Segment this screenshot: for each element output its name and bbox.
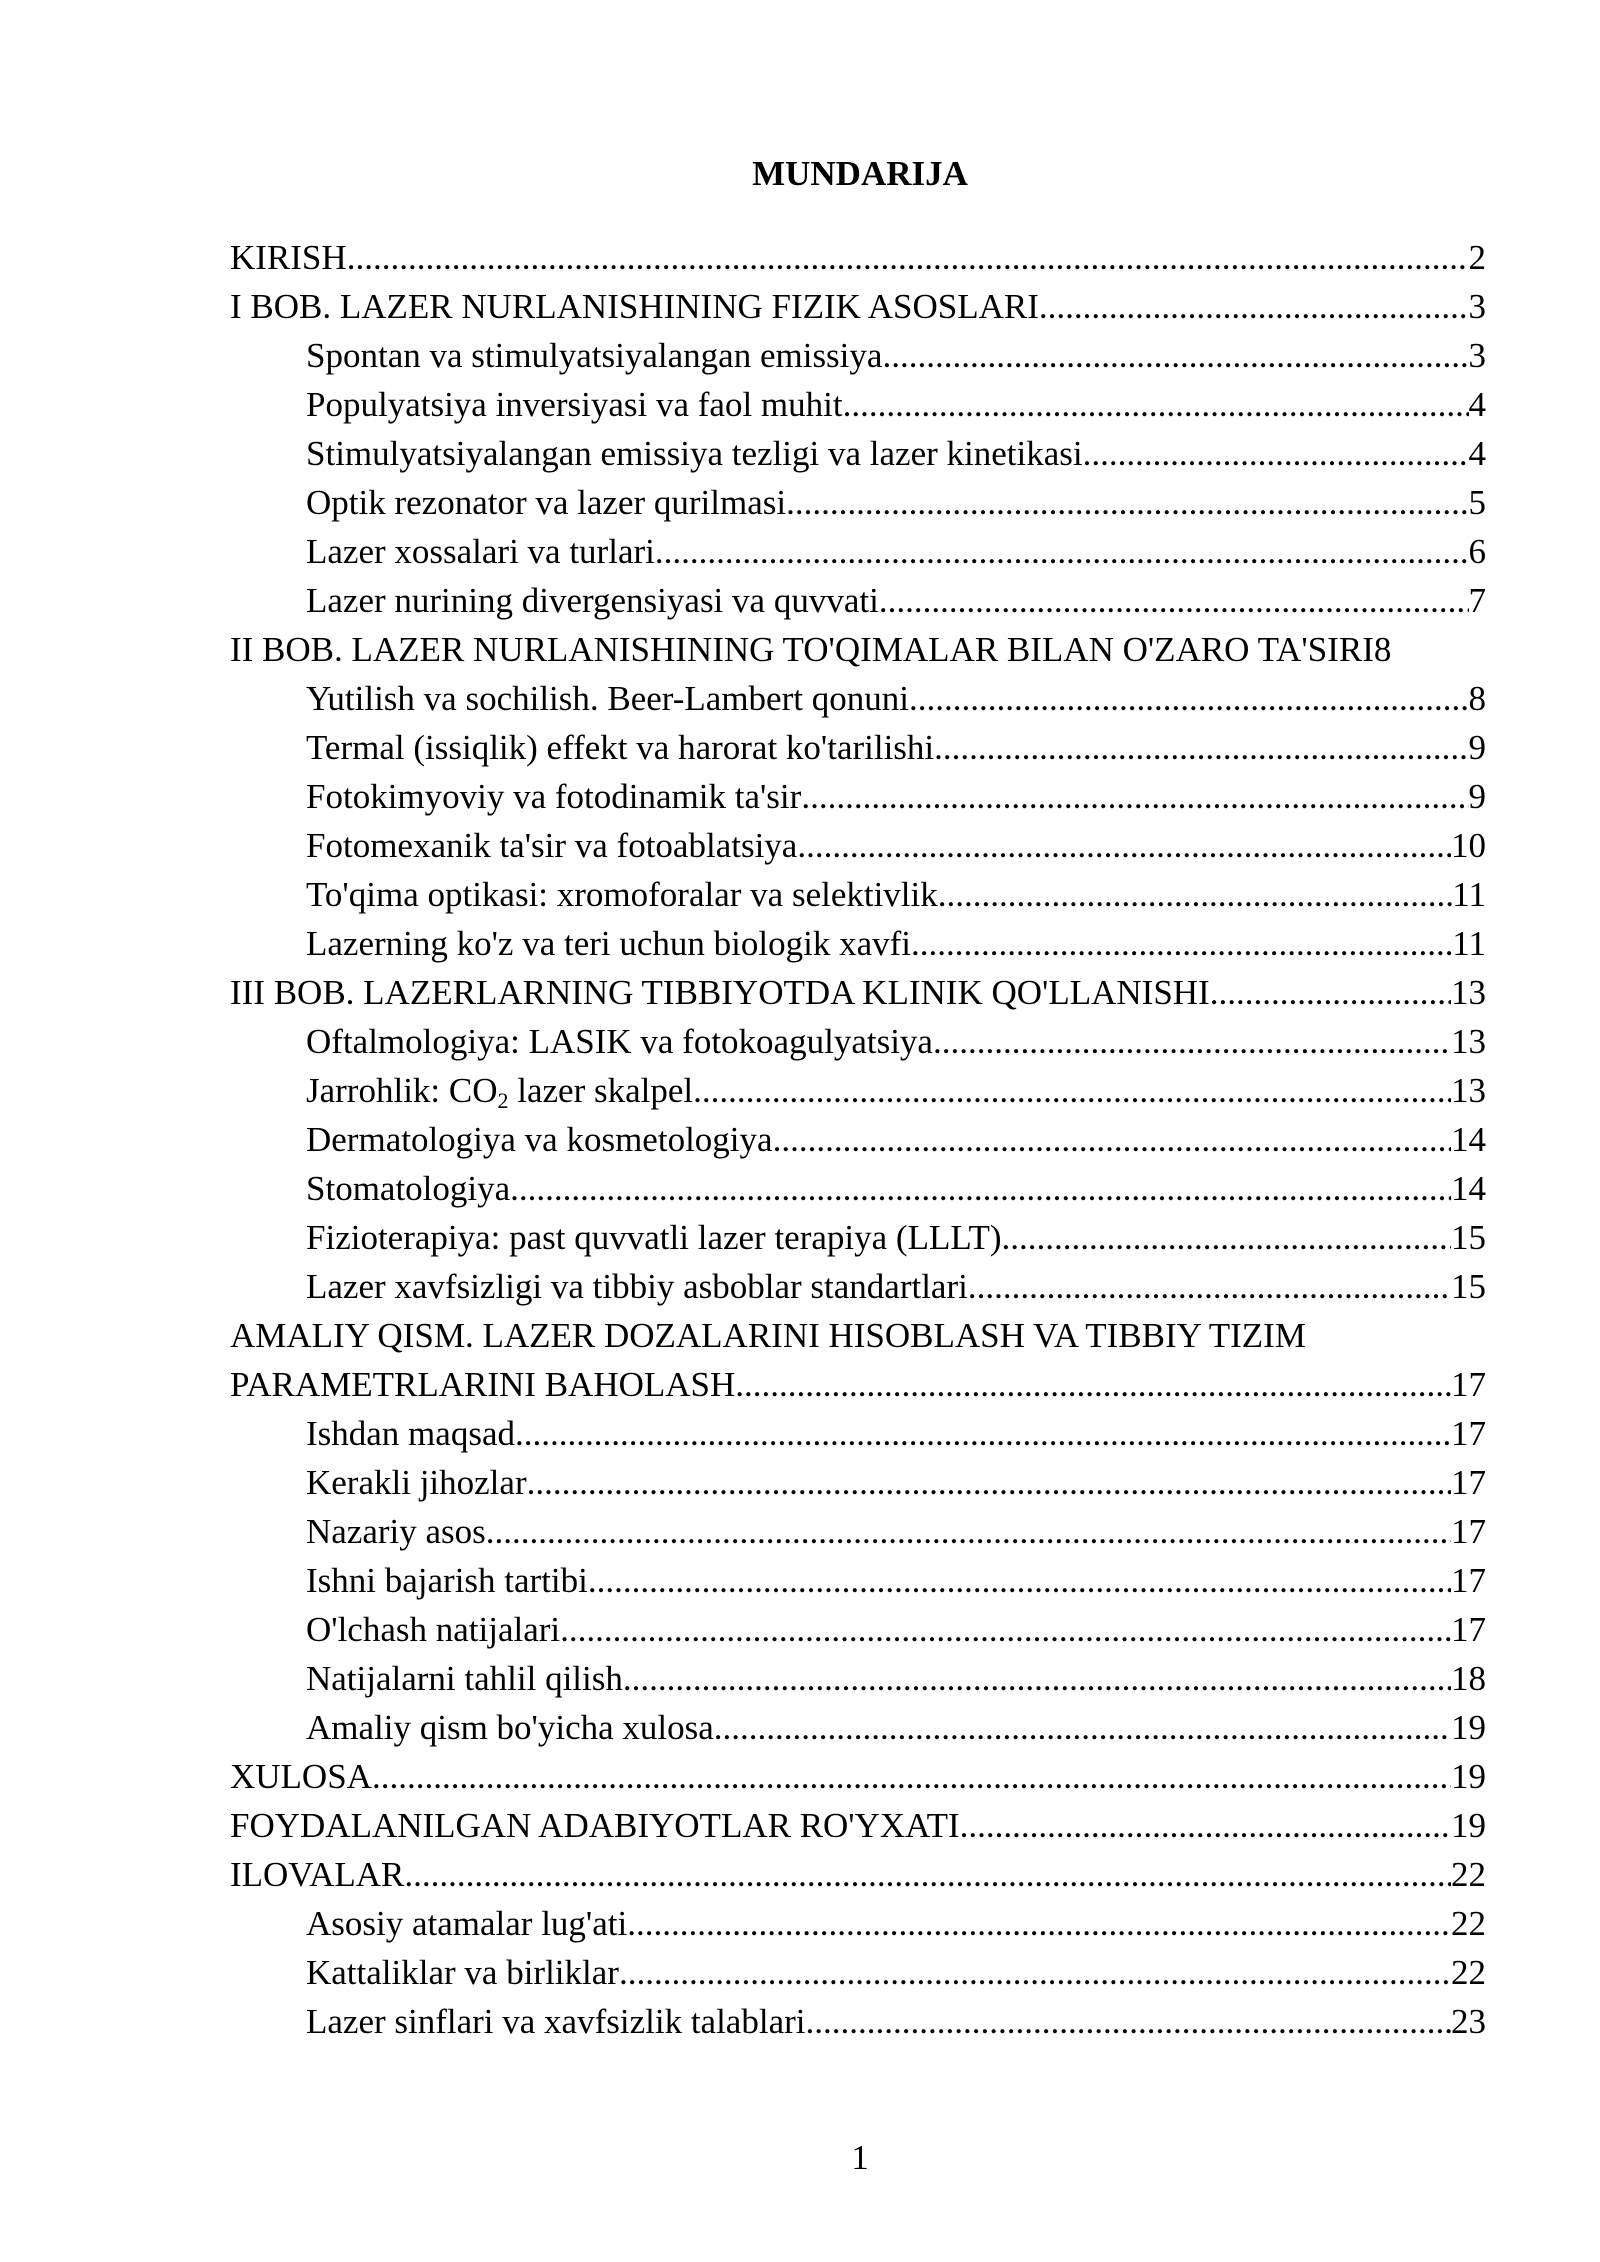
toc-page-number: 23: [1451, 2002, 1486, 2041]
toc-entry-title: Dermatologiya va kosmetologiya: [306, 1120, 773, 1159]
toc-subentry[interactable]: [230, 1262, 1486, 1311]
toc-leader-dots: [960, 1801, 1451, 1850]
toc-entry-title: Optik rezonator va lazer qurilmasi: [306, 483, 787, 522]
toc-entry-title: Amaliy qism bo'yicha xulosa: [306, 1708, 714, 1747]
toc-entry-title: Nazariy asos: [306, 1512, 486, 1551]
toc-entry-title: XULOSA: [230, 1757, 372, 1796]
toc-subentry[interactable]: [230, 1409, 1486, 1458]
toc-entry-title: To'qima optikasi: xromoforalar va selektivlik: [306, 875, 938, 914]
toc-entry-chapter-3[interactable]: [230, 968, 1486, 1017]
toc-leader-dots: [773, 1115, 1451, 1164]
toc-entry-title: Yutilish va sochilish. Beer-Lambert qonuni: [306, 679, 909, 718]
toc-page-number: 9: [1468, 777, 1486, 816]
toc-title-part: lazer skalpel: [508, 1071, 694, 1110]
toc-page-number: 22: [1451, 1953, 1486, 1992]
toc-leader-dots: [655, 527, 1469, 576]
toc-subentry[interactable]: [230, 674, 1486, 723]
toc-page-number: 8: [1468, 679, 1486, 718]
toc-subentry[interactable]: [230, 380, 1486, 429]
toc-leader-dots: [627, 1899, 1451, 1948]
toc-entry-title: O'lchash natijalari: [306, 1610, 561, 1649]
toc-leader-dots: [515, 1409, 1451, 1458]
toc-leader-dots: [786, 478, 1468, 527]
toc-entry-title: ILOVALAR: [230, 1855, 405, 1894]
toc-entry-title: Stimulyatsiyalangan emissiya tezligi va lazer kinetikasi: [306, 434, 1083, 473]
toc-title-part: Jarrohlik: CO: [306, 1071, 498, 1110]
toc-leader-dots: [909, 674, 1469, 723]
toc-subentry[interactable]: [230, 429, 1486, 478]
toc-leader-dots: [843, 380, 1469, 429]
toc-leader-dots: [735, 1360, 1451, 1409]
toc-subentry[interactable]: [230, 870, 1486, 919]
toc-page-number: 2: [1468, 238, 1486, 277]
toc-subentry[interactable]: [230, 1948, 1486, 1997]
toc-page-number: 14: [1451, 1169, 1486, 1208]
toc-entry-kirish[interactable]: [230, 233, 1486, 282]
toc-leader-dots: [933, 1017, 1451, 1066]
toc-entry-references[interactable]: [230, 1801, 1486, 1850]
subscript-2: 2: [497, 1088, 509, 1113]
toc-page-number: 15: [1451, 1218, 1486, 1257]
toc-page-number: 19: [1451, 1708, 1486, 1747]
toc-subentry[interactable]: [230, 1703, 1486, 1752]
page-number: 1: [851, 2138, 869, 2177]
toc-subentry[interactable]: [230, 1115, 1486, 1164]
toc-leader-dots: [801, 772, 1468, 821]
toc-page-number: 7: [1468, 581, 1486, 620]
toc-leader-dots: [934, 723, 1468, 772]
toc-page-number: 5: [1468, 483, 1486, 522]
toc-page-number: 6: [1468, 532, 1486, 571]
toc-leader-dots: [1039, 282, 1469, 331]
toc-subentry[interactable]: [230, 478, 1486, 527]
toc-leader-dots: [588, 1556, 1451, 1605]
toc-entry-title: Fotomexanik ta'sir va fotoablatsiya: [306, 826, 798, 865]
toc-subentry[interactable]: [230, 331, 1486, 380]
toc-subentry[interactable]: [230, 527, 1486, 576]
toc-page-number: 17: [1451, 1365, 1486, 1404]
toc-subentry[interactable]: [230, 919, 1486, 968]
toc-leader-dots: [1210, 968, 1451, 1017]
toc-subentry[interactable]: [230, 1556, 1486, 1605]
toc-leader-dots: [486, 1507, 1451, 1556]
toc-subentry[interactable]: [230, 1213, 1486, 1262]
toc-subentry[interactable]: [230, 723, 1486, 772]
toc-page-number: 3: [1468, 287, 1486, 326]
toc-entry-title: I BOB. LAZER NURLANISHINING FIZIK ASOSLARI: [230, 287, 1039, 326]
toc-entry-title: Fotokimyoviy va fotodinamik ta'sir: [306, 777, 802, 816]
toc-subentry[interactable]: [230, 576, 1486, 625]
toc-entry-title: Natijalarni tahlil qilish: [306, 1659, 623, 1698]
toc-page-number: 11: [1452, 924, 1486, 963]
toc-leader-dots: [347, 233, 1469, 282]
toc-leader-dots: [911, 919, 1452, 968]
toc-page-number: 13: [1451, 973, 1486, 1012]
toc-leader-dots: [1002, 1213, 1451, 1262]
toc-page-number: 4: [1468, 385, 1486, 424]
toc-page-number: 9: [1468, 728, 1486, 767]
toc-leader-dots: [1083, 429, 1469, 478]
toc-leader-dots: [968, 1262, 1451, 1311]
toc-page-number: 11: [1452, 875, 1486, 914]
toc-page-number: 15: [1451, 1267, 1486, 1306]
toc-page-number: 19: [1451, 1806, 1486, 1845]
toc-leader-dots: [938, 870, 1453, 919]
toc-page-number: 4: [1468, 434, 1486, 473]
toc-entry-title: Ishdan maqsad: [306, 1414, 515, 1453]
toc-leader-dots: [510, 1164, 1451, 1213]
toc-entry-title: Oftalmologiya: LASIK va fotokoagulyatsiya: [306, 1022, 933, 1061]
toc-entry-title: Lazer xavfsizligi va tibbiy asboblar standartlari: [306, 1267, 968, 1306]
toc-subentry[interactable]: [230, 1997, 1486, 2046]
toc-subentry[interactable]: [230, 1017, 1486, 1066]
toc-page-number: 17: [1451, 1561, 1486, 1600]
toc-leader-dots: [619, 1948, 1451, 1997]
toc-entry-title: FOYDALANILGAN ADABIYOTLAR RO'YXATI: [230, 1806, 960, 1845]
toc-entry-title: III BOB. LAZERLARNING TIBBIYOTDA KLINIK QO'LLANISHI: [230, 973, 1210, 1012]
toc-page-number: 19: [1451, 1757, 1486, 1796]
toc-subentry[interactable]: [230, 1066, 1486, 1115]
toc-entry-title: Lazerning ko'z va teri uchun biologik xavfi: [306, 924, 911, 963]
toc-page-number: 14: [1451, 1120, 1486, 1159]
table-of-contents: [230, 233, 1486, 2046]
toc-leader-dots: [404, 1850, 1451, 1899]
toc-page-number: 17: [1451, 1414, 1486, 1453]
toc-leader-dots: [797, 821, 1451, 870]
toc-entry-title: Termal (issiqlik) effekt va harorat ko'tarilishi: [306, 728, 935, 767]
toc-leader-dots: [623, 1654, 1451, 1703]
toc-page-number: 10: [1451, 826, 1486, 865]
toc-subentry[interactable]: [230, 1458, 1486, 1507]
toc-entry-title: KIRISH: [230, 238, 347, 277]
toc-entry-title: Lazer sinflari va xavfsizlik talablari: [306, 2002, 806, 2041]
toc-leader-dots: [527, 1458, 1451, 1507]
toc-leader-dots: [882, 331, 1468, 380]
toc-entry-title: II BOB. LAZER NURLANISHINING TO'QIMALAR BILAN O'ZARO TA'SIRI: [230, 630, 1374, 669]
toc-entry-title: Kerakli jihozlar: [306, 1463, 527, 1502]
toc-page-number: 17: [1451, 1610, 1486, 1649]
toc-entry-title: [306, 1066, 693, 1115]
toc-entry-title: Lazer xossalari va turlari: [306, 532, 655, 571]
toc-subentry[interactable]: [230, 1605, 1486, 1654]
toc-page-number: 22: [1451, 1904, 1486, 1943]
toc-entry-title: Stomatologiya: [306, 1169, 511, 1208]
toc-leader-dots: [372, 1752, 1451, 1801]
toc-leader-dots: [693, 1066, 1451, 1115]
toc-subentry[interactable]: [230, 772, 1486, 821]
toc-entry-practical-part[interactable]: [230, 1311, 1486, 1409]
toc-subentry[interactable]: [230, 1507, 1486, 1556]
toc-entry-title: Ishni bajarish tartibi: [306, 1561, 588, 1600]
toc-entry-chapter-1[interactable]: [230, 282, 1486, 331]
toc-page-number: 22: [1451, 1855, 1486, 1894]
toc-subentry[interactable]: [230, 821, 1486, 870]
toc-leader-dots: [806, 1997, 1452, 2046]
toc-entry-conclusion[interactable]: [230, 1752, 1486, 1801]
toc-entry-title: Populyatsiya inversiyasi va faol muhit: [306, 385, 843, 424]
toc-entry-chapter-2[interactable]: [230, 625, 1486, 674]
toc-leader-dots: [879, 576, 1469, 625]
toc-entry-title-line-1: AMALIY QISM. LAZER DOZALARINI HISOBLASH VA TIBBIY TIZIM: [230, 1316, 1306, 1355]
toc-page-number: 3: [1468, 336, 1486, 375]
toc-entry-title: Kattaliklar va birliklar: [306, 1953, 619, 1992]
toc-page-number: 13: [1451, 1071, 1486, 1110]
toc-page-number: 13: [1451, 1022, 1486, 1061]
toc-heading: MUNDARIJA: [752, 154, 968, 193]
toc-entry-title: Asosiy atamalar lug'ati: [306, 1904, 628, 1943]
toc-page-number: 17: [1451, 1512, 1486, 1551]
toc-subentry[interactable]: [230, 1164, 1486, 1213]
toc-entry-title: Lazer nurining divergensiyasi va quvvati: [306, 581, 879, 620]
toc-page-number: 18: [1451, 1659, 1486, 1698]
toc-subentry[interactable]: [230, 1654, 1486, 1703]
toc-leader-dots: [560, 1605, 1451, 1654]
toc-leader-dots: [714, 1703, 1451, 1752]
toc-page-number: 8: [1373, 630, 1392, 669]
toc-entry-title: Spontan va stimulyatsiyalangan emissiya: [306, 336, 883, 375]
toc-page-number: 17: [1451, 1463, 1486, 1502]
toc-entry-title-line-2: PARAMETRLARINI BAHOLASH: [230, 1365, 736, 1404]
toc-entry-appendices[interactable]: [230, 1850, 1486, 1899]
toc-entry-title: Fizioterapiya: past quvvatli lazer terapiya (LLLT): [306, 1218, 1002, 1257]
toc-subentry[interactable]: [230, 1899, 1486, 1948]
